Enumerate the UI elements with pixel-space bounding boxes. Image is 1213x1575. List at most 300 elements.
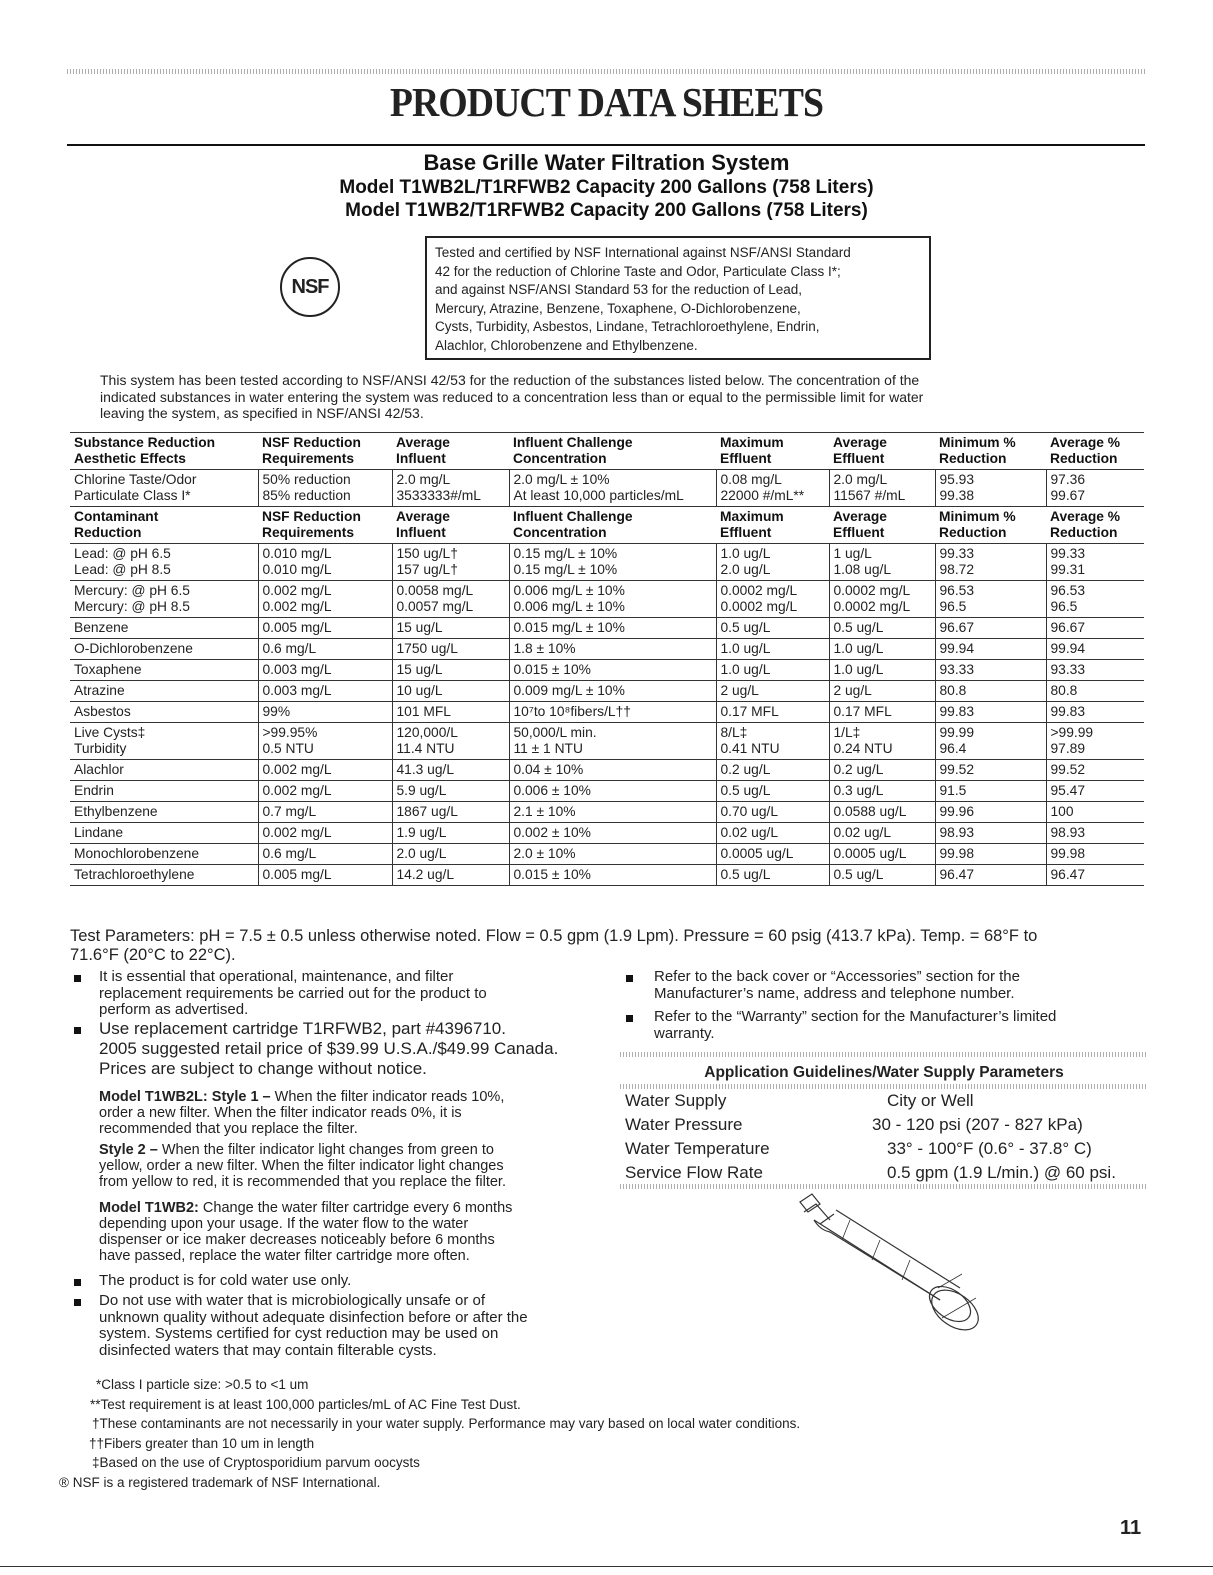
section-heading: Base Grille Water Filtration System [423,150,790,175]
cell-text: Requirements [262,525,355,540]
table-cell [1046,544,1144,581]
table-cell [509,865,716,886]
table-cell [258,544,392,581]
cell-text: Average % [1050,435,1121,450]
guidelines-title: Application Guidelines/Water Supply Parameters [704,1064,1064,1081]
table-row [70,660,1144,681]
page-title: PRODUCT DATA SHEETS [389,79,824,125]
cell-text: Live Cysts‡ [74,725,146,740]
table-cell [258,660,392,681]
cell-text: 0.006 mg/L ± 10% [513,583,625,598]
cell-text: Contaminant [74,509,159,524]
cell-text: 0.0005 ug/L [720,846,794,861]
page-number: 11 [1120,1517,1142,1539]
table-cell [392,723,509,760]
table-header-cell [258,433,392,470]
cell-text: Average [833,435,887,450]
cell-text: Tetrachloroethylene [74,867,195,882]
nsf-box-line: Tested and certified by NSF International against NSF/ANSI Standard [435,245,851,260]
bullet-line: The product is for cold water use only. [99,1272,352,1289]
bullet-square-icon [74,1279,81,1286]
style2-label: Style 2 – [99,1142,158,1158]
table-row [70,865,1144,886]
test-parameters-line: 71.6°F (20°C to 22°C). [70,946,236,964]
guideline-label: Water Temperature [625,1139,770,1158]
cell-text: Average % [1050,509,1121,524]
cell-text: 0.0058 mg/L [396,583,474,598]
cell-text: 0.002 mg/L [262,599,332,614]
table-cell [716,660,829,681]
guideline-value: 33° - 100°F (0.6° - 37.8° C) [887,1139,1092,1158]
cell-text: 2 ug/L [720,683,759,698]
style2-paragraph [99,1142,599,1190]
footnote: †These contaminants are not necessarily in your water supply. Performance may vary based on local water conditions. [92,1416,801,1431]
table-cell [509,544,716,581]
bullet-square-icon [74,1299,81,1306]
table-cell [829,823,935,844]
table-cell [716,702,829,723]
cell-text: Atrazine [74,683,125,698]
nsf-logo-icon [280,257,340,317]
t1wb2-line: depending upon your usage. If the water flow to the water [99,1216,469,1232]
cell-text: Lead: @ pH 8.5 [74,562,171,577]
style1-text: When the filter indicator reads 10%, [270,1089,505,1105]
cell-text: 2.0 mg/L ± 10% [513,472,610,487]
cell-text: 0.003 mg/L [262,683,332,698]
table-cell [935,760,1046,781]
cell-text: 0.6 mg/L [262,641,317,656]
title-rule [67,144,1145,146]
footnote: ® NSF is a registered trademark of NSF International. [59,1475,381,1490]
bullet-line: Manufacturer’s name, address and telephone number. [654,984,1015,1002]
cell-text: 80.8 [1050,683,1078,698]
table-cell [509,702,716,723]
cell-text: 0.15 mg/L ± 10% [513,546,618,561]
cell-text: Reduction [1050,525,1118,540]
bullet-microbiological [99,1293,599,1359]
table-cell [392,470,509,507]
table-cell [829,470,935,507]
cell-text: 95.47 [1050,783,1086,798]
cell-text: 0.002 mg/L [262,583,332,598]
cell-text: 15 ug/L [396,620,443,635]
cell-text: 80.8 [939,683,967,698]
cell-text: 0.010 mg/L [262,562,332,577]
intro-paragraph [100,372,1120,422]
table-cell [935,865,1046,886]
cell-text: Average [833,509,887,524]
cell-text: Requirements [262,451,355,466]
table-cell [392,802,509,823]
cell-text: Maximum [720,435,784,450]
table-row [70,681,1144,702]
cell-text: 0.5 NTU [262,741,314,756]
table-header-cell [829,433,935,470]
cell-text: Effluent [833,451,885,466]
cell-text: 0.24 NTU [833,741,893,756]
nsf-box-line: 42 for the reduction of Chlorine Taste and Odor, Particulate Class I*; [435,263,841,279]
table-cell [829,781,935,802]
table-header-cell [935,507,1046,544]
table-row [70,702,1144,723]
cell-text: 2.0 ± 10% [513,846,576,861]
bullet-square-icon [626,975,633,982]
table-cell [509,618,716,639]
cell-text: Effluent [833,525,885,540]
cell-text: 98.93 [1050,825,1086,840]
table-cell [829,865,935,886]
cell-text: 0.2 ug/L [720,762,771,777]
cell-text: 0.002 ± 10% [513,825,591,840]
test-parameters [70,927,1145,965]
cell-text: 8/L‡ [720,725,748,740]
table-cell [1046,781,1144,802]
table-row [70,781,1144,802]
table-cell [935,702,1046,723]
cell-text: 0.5 ug/L [720,620,771,635]
table-cell [935,781,1046,802]
table-row [70,639,1144,660]
table-cell [1046,681,1144,702]
cell-text: 99.52 [1050,762,1086,777]
table-cell [716,544,829,581]
table-cell [509,823,716,844]
table-header-cell [509,507,716,544]
cell-text: 1/L‡ [833,725,861,740]
cell-text: 0.5 ug/L [720,783,771,798]
table-header-cell [392,433,509,470]
table-cell [829,618,935,639]
table-cell [935,581,1046,618]
cell-text: 2 ug/L [833,683,872,698]
model-line-1: Model T1WB2L/T1RFWB2 Capacity 200 Gallons (758 Liters) [339,177,874,198]
table-cell [716,844,829,865]
cell-text: 10 ug/L [396,683,443,698]
table-cell [70,544,258,581]
table-cell [392,618,509,639]
bullet-line: disinfected waters that may contain filterable cysts. [99,1341,437,1359]
bullet-line: 2005 suggested retail price of $39.99 U.S.A./$49.99 Canada. [99,1039,559,1058]
intro-line: leaving the system, as specified in NSF/ANSI 42/53. [100,405,424,421]
cell-text: Average [396,509,450,524]
cell-text: 50,000/L min. [513,725,597,740]
table-header-row [70,507,1144,544]
cell-text: 0.70 ug/L [720,804,779,819]
cell-text: 85% reduction [262,488,351,503]
cell-text: Lindane [74,825,124,840]
cell-text: 99.83 [1050,704,1086,719]
style1-label: Model T1WB2L: Style 1 – [99,1089,271,1105]
cell-text: 3533333#/mL [396,488,481,503]
cell-text: 0.08 mg/L [720,472,782,487]
bullet-maintenance [99,969,599,1019]
table-cell [716,470,829,507]
cell-text: 50% reduction [262,472,351,487]
cell-text: Lead: @ pH 6.5 [74,546,171,561]
table-cell [1046,581,1144,618]
cell-text: 97.89 [1050,741,1086,756]
t1wb2-line: have passed, replace the water filter cartridge more often. [99,1248,470,1264]
cell-text: 99.98 [1050,846,1086,861]
table-row [70,618,1144,639]
table-header-row [70,433,1144,470]
guideline-label: Water Supply [625,1091,727,1110]
table-cell [70,470,258,507]
style1-paragraph [99,1089,599,1137]
cell-text: 0.3 ug/L [833,783,884,798]
table-row [70,470,1144,507]
cell-text: >99.99 [1050,725,1094,740]
table-cell [1046,702,1144,723]
guideline-value: 0.5 gpm (1.9 L/min.) @ 60 psi. [887,1163,1116,1182]
nsf-box-line: and against NSF/ANSI Standard 53 for the reduction of Lead, [435,282,802,298]
cell-text: 11567 #/mL [833,488,906,503]
table-row [70,823,1144,844]
cell-text: 95.93 [939,472,975,487]
cell-text: 1.08 ug/L [833,562,892,577]
table-cell [70,639,258,660]
table-header-cell [392,507,509,544]
cell-text: 1.0 ug/L [720,641,771,656]
table-cell [392,844,509,865]
cell-text: Influent Challenge [513,509,633,524]
cell-text: 99.52 [939,762,975,777]
table-cell [829,802,935,823]
table-cell [258,681,392,702]
cell-text: 99.98 [939,846,975,861]
table-cell [716,865,829,886]
cell-text: Influent [396,451,446,466]
cell-text: 97.36 [1050,472,1086,487]
cell-text: 1.0 ug/L [720,546,771,561]
cell-text: 0.003 mg/L [262,662,332,677]
cell-text: 96.47 [1050,867,1086,882]
cell-text: 0.006 ± 10% [513,783,591,798]
table-cell [935,802,1046,823]
nsf-box-line: Mercury, Atrazine, Benzene, Toxaphene, O-Dichlorobenzene, [435,300,801,316]
cell-text: 99.33 [1050,546,1086,561]
bottom-rule [0,1566,1213,1567]
footnote: ††Fibers greater than 10 um in length [89,1436,315,1451]
bullet-square-icon [626,1015,633,1022]
cell-text: 0.04 ± 10% [513,762,584,777]
table-cell [258,618,392,639]
cell-text: 0.015 ± 10% [513,867,591,882]
cell-text: 5.9 ug/L [396,783,447,798]
cell-text: 0.5 ug/L [833,867,884,882]
cell-text: 96.47 [939,867,975,882]
table-cell [70,802,258,823]
table-cell [716,723,829,760]
cell-text: Reduction [939,451,1007,466]
cell-text: 1 ug/L [833,546,872,561]
table-cell [1046,470,1144,507]
footnote: ‡Based on the use of Cryptosporidium parvum oocysts [92,1455,420,1470]
table-cell [1046,844,1144,865]
cell-text: 2.1 ± 10% [513,804,576,819]
guidelines-title-rule [620,1084,1148,1089]
table-cell [392,865,509,886]
cell-text: Aesthetic Effects [74,451,186,466]
t1wb2-line: dispenser or ice maker decreases noticeably before 6 months [99,1232,495,1248]
cell-text: 96.67 [939,620,975,635]
table-cell [258,844,392,865]
table-cell [70,660,258,681]
table-cell [716,823,829,844]
cell-text: 11.4 NTU [396,741,455,756]
table-cell [829,639,935,660]
cell-text: 99.33 [939,546,975,561]
bullet-accessories [654,969,1154,1002]
bullet-line: Refer to the back cover or “Accessories” section for the [654,968,1020,985]
style2-line: yellow, order a new filter. When the filter indicator light changes [99,1158,504,1174]
cell-text: 0.010 mg/L [262,546,332,561]
cell-text: 0.0057 mg/L [396,599,474,614]
cell-text: Reduction [1050,451,1118,466]
bullet-line: perform as advertised. [99,1001,249,1018]
nsf-logo-text: NSF [291,275,329,298]
cell-text: 96.67 [1050,620,1086,635]
cell-text: 96.5 [1050,599,1078,614]
cell-text: 0.005 mg/L [262,620,332,635]
table-cell [716,802,829,823]
table-cell [935,660,1046,681]
table-cell [935,844,1046,865]
cell-text: 0.5 ug/L [833,620,884,635]
cell-text: 0.002 mg/L [262,783,332,798]
table-cell [392,781,509,802]
cell-text: 99% [262,704,291,719]
table-row [70,760,1144,781]
cell-text: Effluent [720,451,772,466]
bullet-line: warranty. [654,1024,715,1042]
table-cell [716,781,829,802]
cell-text: 100 [1050,804,1074,819]
table-cell [70,844,258,865]
table-cell [829,723,935,760]
table-row [70,723,1144,760]
cell-text: 0.15 mg/L ± 10% [513,562,618,577]
cell-text: Minimum % [939,435,1016,450]
cell-text: Influent [396,525,446,540]
guideline-value: City or Well [887,1091,974,1110]
table-cell [70,581,258,618]
cell-text: 0.41 NTU [720,741,780,756]
cell-text: Endrin [74,783,114,798]
cell-text: 10⁷to 10⁸fibers/L†† [513,704,631,719]
table-cell [258,581,392,618]
style1-line: recommended that you replace the filter. [99,1121,358,1137]
cell-text: 96.53 [1050,583,1086,598]
table-cell [716,681,829,702]
bullet-line: It is essential that operational, maintenance, and filter [99,968,454,985]
cell-text: 0.002 mg/L [262,825,332,840]
cell-text: 0.0002 mg/L [833,599,911,614]
table-header-cell [1046,433,1144,470]
cell-text: 22000 #/mL** [720,488,805,503]
guideline-label: Water Pressure [625,1115,743,1134]
table-cell [509,681,716,702]
table-cell [392,681,509,702]
table-cell [935,470,1046,507]
bullet-line: Do not use with water that is microbiologically unsafe or of [99,1292,486,1309]
cell-text: 99.67 [1050,488,1086,503]
table-cell [70,865,258,886]
cell-text: 0.015 mg/L ± 10% [513,620,625,635]
cell-text: Minimum % [939,509,1016,524]
cell-text: 93.33 [939,662,975,677]
nsf-certification-box [425,236,931,360]
table-cell [829,660,935,681]
cell-text: 0.015 ± 10% [513,662,591,677]
table-header-cell [716,433,829,470]
table-cell [70,702,258,723]
table-header-cell [70,433,258,470]
bullet-cold-water [99,1273,599,1290]
cell-text: 96.53 [939,583,975,598]
cell-text: 2.0 mg/L [396,472,451,487]
cell-text: Monochlorobenzene [74,846,200,861]
bullet-square-icon [74,975,81,982]
table-header-cell [70,507,258,544]
t1wb2-label: Model T1WB2: [99,1200,199,1216]
table-cell [829,760,935,781]
bullet-line: Prices are subject to change without notice. [99,1059,427,1078]
table-cell [392,639,509,660]
table-cell [258,802,392,823]
cell-text: Reduction [74,525,142,540]
cell-text: 101 MFL [396,704,451,719]
cell-text: At least 10,000 particles/mL [513,488,684,503]
table-header-cell [829,507,935,544]
cell-text: 0.6 mg/L [262,846,317,861]
cell-text: Toxaphene [74,662,142,677]
table-cell [392,702,509,723]
table-cell [935,823,1046,844]
guidelines-bottom-rule [620,1184,1148,1189]
cell-text: 150 ug/L† [396,546,458,561]
model-line-2: Model T1WB2/T1RFWB2 Capacity 200 Gallons (758 Liters) [345,200,868,221]
table-cell [509,660,716,681]
table-row [70,544,1144,581]
guideline-label: Service Flow Rate [625,1163,763,1182]
table-cell [258,702,392,723]
nsf-box-line: Cysts, Turbidity, Asbestos, Lindane, Tetrachloroethylene, Endrin, [435,319,820,335]
table-cell [829,544,935,581]
table-cell [70,723,258,760]
table-cell [509,639,716,660]
table-cell [509,781,716,802]
cell-text: 120,000/L [396,725,458,740]
cell-text: Particulate Class I* [74,488,191,503]
cell-text: 0.002 mg/L [262,762,332,777]
table-cell [392,823,509,844]
cell-text: 96.4 [939,741,967,756]
table-header-cell [509,433,716,470]
cell-text: 99.38 [939,488,975,503]
cell-text: 1.9 ug/L [396,825,447,840]
table-cell [1046,723,1144,760]
top-dotted-rule [67,69,1145,74]
cell-text: 0.006 mg/L ± 10% [513,599,625,614]
guideline-value: 30 - 120 psi (207 - 827 kPa) [872,1115,1083,1134]
table-row [70,581,1144,618]
table-cell [1046,618,1144,639]
table-cell [70,618,258,639]
cell-text: 0.2 ug/L [833,762,884,777]
cell-text: 0.0005 ug/L [833,846,907,861]
table-cell [935,723,1046,760]
